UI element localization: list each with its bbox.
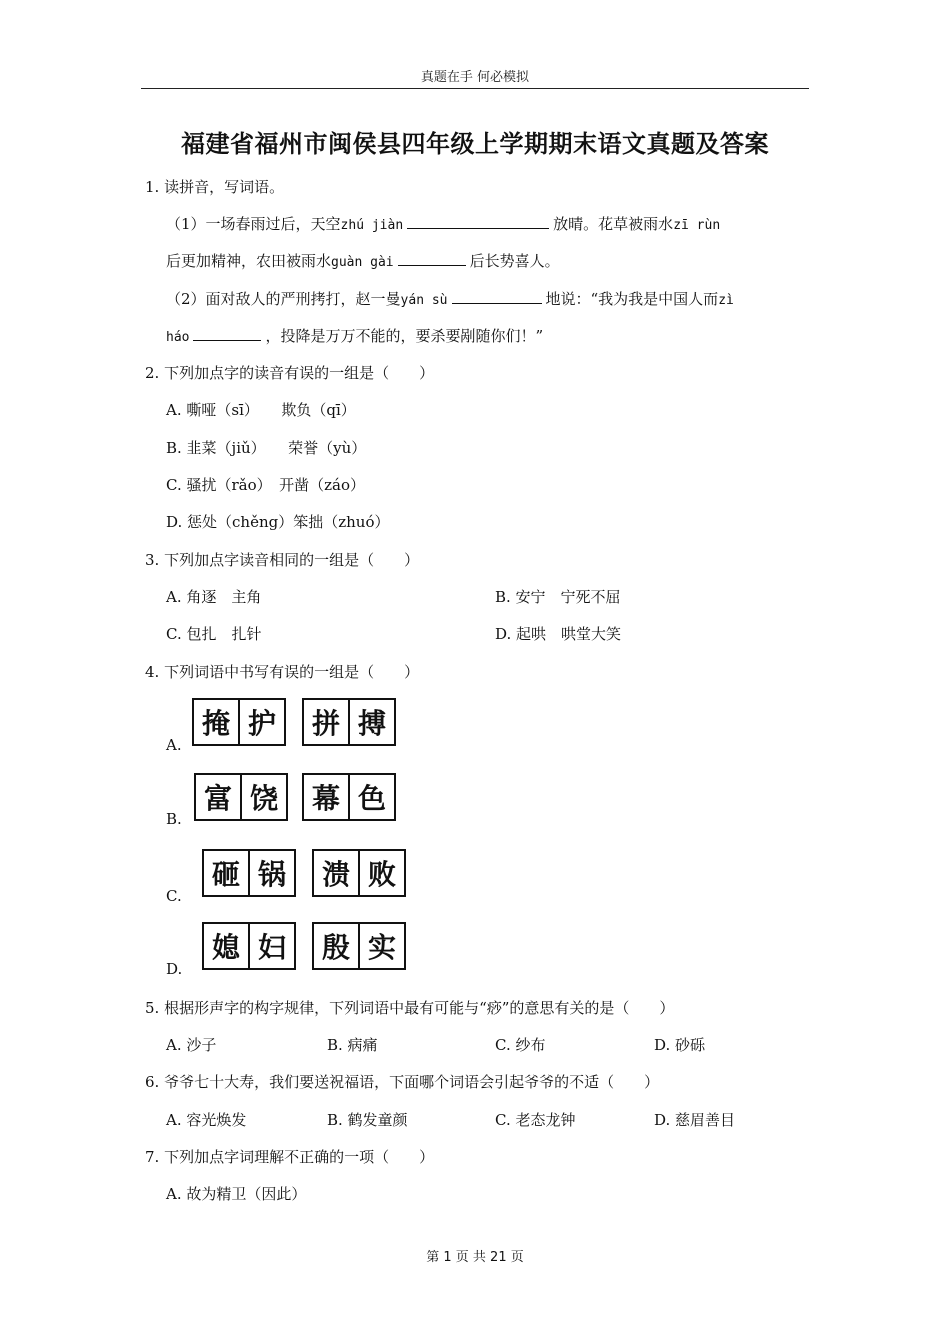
q6-stem: 6. 爷爷七十大寿，我们要送祝福语，下面哪个词语会引起爷爷的不适（ ） (145, 1073, 660, 1091)
q5-option-c[interactable]: C. 纱布 (495, 1036, 546, 1054)
q4-option-d-word1[interactable] (202, 922, 296, 970)
char-cell: 媳 (211, 931, 240, 964)
q3-stem: 3. 下列加点字读音相同的一组是（ ） (145, 551, 420, 569)
q4-option-d-word2[interactable] (312, 922, 406, 970)
q6-option-d[interactable]: D. 慈眉善目 (654, 1111, 736, 1129)
q4-option-a-word1[interactable] (192, 698, 286, 746)
q6-option-c[interactable]: C. 老态龙钟 (495, 1111, 576, 1129)
q2-stem: 2. 下列加点字的读音有误的一组是（ ） (145, 364, 435, 382)
q4-option-c-word1[interactable] (202, 849, 296, 897)
q4-option-c-word2[interactable] (312, 849, 406, 897)
q1-text: 放晴。花草被雨水 (553, 215, 674, 233)
q1-line2 (166, 250, 560, 271)
char-cell: 护 (238, 700, 284, 744)
q2-option-a[interactable]: A. 嘶哑（sī） 欺负（qī） (166, 401, 356, 419)
q4-option-a-label[interactable]: A. (166, 736, 182, 754)
char-cell: 富 (203, 782, 232, 815)
q4-stem: 4. 下列词语中书写有误的一组是（ ） (145, 663, 420, 681)
q6-option-a[interactable]: A. 容光焕发 (166, 1111, 247, 1129)
char-cell: 溃 (321, 858, 350, 891)
q5-option-b[interactable]: B. 病痛 (327, 1036, 378, 1054)
q4-option-b-word2[interactable] (302, 773, 396, 821)
answer-blank[interactable] (193, 326, 261, 341)
q1-pinyin: guàn gài (331, 255, 394, 270)
char-cell: 拼 (311, 707, 340, 740)
q1-line3 (166, 288, 734, 309)
char-cell: 实 (358, 924, 404, 968)
q1-pinyin: zī rùn (673, 218, 721, 233)
q6-option-b[interactable]: B. 鹤发童颜 (327, 1111, 408, 1129)
q1-text: （2）面对敌人的严刑拷打，赵一曼 (166, 290, 401, 308)
q7-option-a[interactable]: A. 故为精卫（因此） (166, 1185, 307, 1203)
q1-text: ，投降是万万不能的，要杀要剐随你们！” (265, 327, 544, 345)
q1-text: 地说：“我为我是中国人而 (545, 290, 719, 308)
char-cell: 砸 (211, 858, 240, 891)
q3-option-a[interactable]: A. 角逐 主角 (166, 588, 262, 606)
answer-blank[interactable] (398, 251, 466, 266)
char-cell: 饶 (240, 775, 286, 819)
q1-line4 (166, 325, 543, 346)
q1-text: 后长势喜人。 (469, 252, 560, 270)
q1-stem: 1. 读拼音，写词语。 (145, 178, 285, 196)
answer-blank[interactable] (407, 214, 549, 229)
q1-pinyin: yán sù (400, 293, 448, 308)
q1-text: （1）一场春雨过后，天空 (166, 215, 341, 233)
q1-pinyin: zì (718, 293, 734, 308)
char-cell: 掩 (201, 707, 230, 740)
char-cell: 妇 (248, 924, 294, 968)
page-number: 第 1 页 共 21 页 (426, 1250, 524, 1265)
answer-blank[interactable] (452, 289, 542, 304)
q1-line1 (166, 213, 720, 234)
header-divider (141, 88, 809, 89)
q5-stem: 5. 根据形声字的构字规律，下列词语中最有可能与“痧”的意思有关的是（ ） (145, 999, 675, 1017)
q1-pinyin: háo (166, 330, 190, 345)
q4-option-b-label[interactable]: B. (166, 810, 182, 828)
q4-option-c-label[interactable]: C. (166, 887, 182, 905)
q4-option-d-label[interactable]: D. (166, 960, 183, 978)
q2-option-b[interactable]: B. 韭菜（jiǔ） 荣誉（yù） (166, 439, 367, 457)
char-cell: 锅 (248, 851, 294, 895)
char-cell: 败 (358, 851, 404, 895)
q3-option-b[interactable]: B. 安宁 宁死不屈 (495, 588, 621, 606)
char-cell: 幕 (311, 782, 340, 815)
q4-option-a-word2[interactable] (302, 698, 396, 746)
q7-stem: 7. 下列加点字词理解不正确的一项（ ） (145, 1148, 435, 1166)
q2-option-c[interactable]: C. 骚扰（rǎo） 开凿（záo） (166, 476, 365, 494)
q4-option-b-word1[interactable] (194, 773, 288, 821)
char-cell: 殷 (321, 931, 350, 964)
q5-option-d[interactable]: D. 砂砾 (654, 1036, 706, 1054)
q3-option-d[interactable]: D. 起哄 哄堂大笑 (495, 625, 622, 643)
q1-text: 后更加精神，农田被雨水 (166, 252, 332, 270)
q1-pinyin: zhú jiàn (340, 218, 404, 233)
char-cell: 色 (348, 775, 394, 819)
q3-option-c[interactable]: C. 包扎 扎针 (166, 625, 262, 643)
char-cell: 搏 (348, 700, 394, 744)
page-header-slogan: 真题在手 何必模拟 (420, 70, 530, 85)
q5-option-a[interactable]: A. 沙子 (166, 1036, 217, 1054)
q2-option-d[interactable]: D. 惩处（chěng）笨拙（zhuó） (166, 513, 390, 531)
document-title: 福建省福州市闽侯县四年级上学期期末语文真题及答案 (181, 130, 769, 158)
